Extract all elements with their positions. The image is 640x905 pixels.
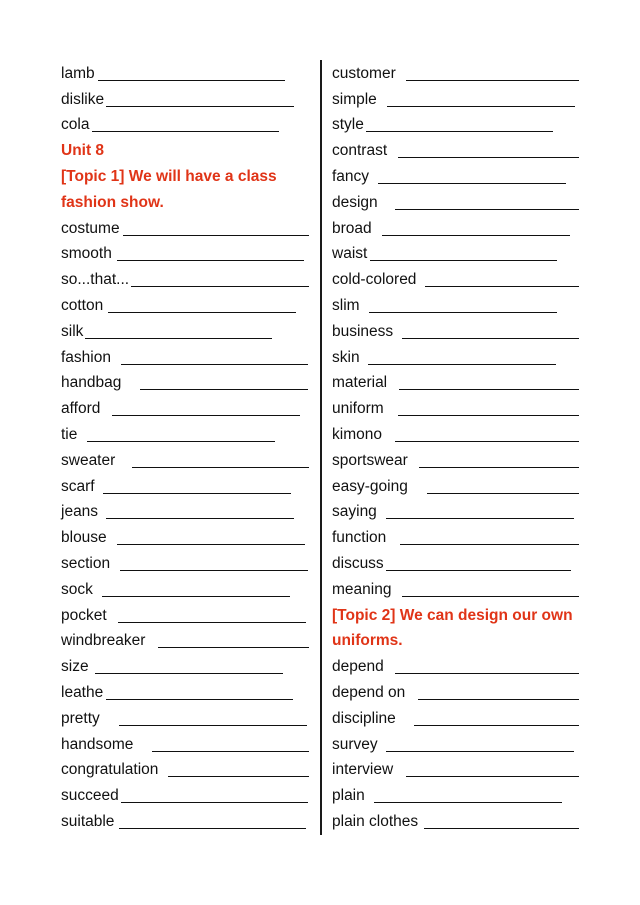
column-divider: [320, 60, 322, 835]
vocab-word: simple: [332, 90, 377, 108]
vocab-word: skin: [332, 348, 360, 366]
answer-blank[interactable]: [117, 544, 305, 545]
answer-blank[interactable]: [119, 828, 306, 829]
vocab-word: handbag: [61, 374, 122, 392]
section-heading: [61, 164, 311, 190]
vocab-word: interview: [332, 761, 394, 779]
vocab-word: slim: [332, 296, 360, 314]
vocab-row: [332, 345, 582, 371]
vocab-word: discipline: [332, 709, 396, 727]
answer-blank[interactable]: [395, 673, 579, 674]
vocab-word: congratulation: [61, 761, 159, 779]
vocab-row: [332, 371, 582, 397]
answer-blank[interactable]: [395, 441, 579, 442]
vocab-row: [61, 783, 311, 809]
answer-blank[interactable]: [102, 596, 290, 597]
answer-blank[interactable]: [158, 647, 309, 648]
vocab-row: [61, 61, 311, 87]
vocab-word: jeans: [61, 503, 99, 521]
answer-blank[interactable]: [106, 106, 294, 107]
answer-blank[interactable]: [398, 157, 579, 158]
section-heading: [61, 190, 311, 216]
vocab-word: waist: [332, 245, 368, 263]
vocab-row: [61, 396, 311, 422]
vocab-row: [332, 551, 582, 577]
answer-blank[interactable]: [112, 415, 300, 416]
section-heading: [61, 138, 311, 164]
vocab-row: [61, 809, 311, 835]
vocab-word: broad: [332, 219, 372, 237]
answer-blank[interactable]: [398, 415, 579, 416]
vocab-row: [61, 448, 311, 474]
answer-blank[interactable]: [370, 260, 557, 261]
vocab-row: [332, 809, 582, 835]
answer-blank[interactable]: [106, 518, 294, 519]
vocab-word: scarf: [61, 477, 95, 495]
answer-blank[interactable]: [132, 467, 309, 468]
vocab-row: [61, 500, 311, 526]
vocab-row: [332, 474, 582, 500]
vocab-word: function: [332, 529, 387, 547]
vocab-word: dislike: [61, 90, 105, 108]
vocab-word: fashion: [61, 348, 111, 366]
vocab-word: saying: [332, 503, 377, 521]
answer-blank[interactable]: [386, 751, 574, 752]
vocab-row: [332, 396, 582, 422]
answer-blank[interactable]: [382, 235, 570, 236]
vocab-word: depend: [332, 658, 384, 676]
vocab-word: section: [61, 554, 111, 572]
vocab-word: leathe: [61, 683, 104, 701]
answer-blank[interactable]: [87, 441, 275, 442]
left-column: [61, 61, 311, 835]
vocab-row: [332, 525, 582, 551]
answer-blank[interactable]: [131, 286, 309, 287]
answer-blank[interactable]: [119, 725, 307, 726]
vocab-row: [61, 551, 311, 577]
vocab-word: discuss: [332, 554, 384, 572]
vocab-word: cotton: [61, 296, 104, 314]
answer-blank[interactable]: [406, 776, 579, 777]
answer-blank[interactable]: [387, 106, 575, 107]
vocab-row: [61, 87, 311, 113]
vocab-word: so...that...: [61, 271, 130, 289]
vocab-row: [332, 732, 582, 758]
vocab-row: [332, 783, 582, 809]
vocab-word: tie: [61, 425, 78, 443]
answer-blank[interactable]: [399, 389, 579, 390]
vocab-word: plain clothes: [332, 812, 419, 830]
vocab-row: [332, 758, 582, 784]
vocab-row: [332, 138, 582, 164]
heading-text: fashion show.: [61, 193, 164, 211]
right-column: [332, 61, 582, 835]
vocab-word: plain: [332, 787, 365, 805]
vocab-word: contrast: [332, 142, 388, 160]
vocab-word: sweater: [61, 451, 116, 469]
section-heading: [332, 603, 582, 629]
answer-blank[interactable]: [85, 338, 272, 339]
answer-blank[interactable]: [424, 828, 579, 829]
answer-blank[interactable]: [386, 570, 571, 571]
answer-blank[interactable]: [140, 389, 308, 390]
vocab-row: [332, 706, 582, 732]
vocab-row: [61, 732, 311, 758]
answer-blank[interactable]: [168, 776, 309, 777]
answer-blank[interactable]: [386, 518, 574, 519]
answer-blank[interactable]: [152, 751, 309, 752]
vocab-word: material: [332, 374, 388, 392]
vocab-row: [332, 654, 582, 680]
answer-blank[interactable]: [120, 570, 308, 571]
vocab-row: [61, 319, 311, 345]
answer-blank[interactable]: [98, 80, 285, 81]
vocab-row: [332, 242, 582, 268]
vocab-word: customer: [332, 64, 396, 82]
vocab-word: sportswear: [332, 451, 408, 469]
answer-blank[interactable]: [92, 131, 279, 132]
vocab-word: silk: [61, 322, 84, 340]
vocab-row: [332, 319, 582, 345]
vocab-row: [332, 680, 582, 706]
answer-blank[interactable]: [400, 544, 579, 545]
vocab-word: costume: [61, 219, 120, 237]
answer-blank[interactable]: [419, 467, 579, 468]
vocab-word: uniform: [332, 400, 384, 418]
vocab-row: [61, 345, 311, 371]
answer-blank[interactable]: [121, 364, 308, 365]
answer-blank[interactable]: [95, 673, 283, 674]
vocab-row: [332, 293, 582, 319]
vocab-word: smooth: [61, 245, 112, 263]
vocab-word: kimono: [332, 425, 382, 443]
vocab-row: [61, 577, 311, 603]
vocab-word: survey: [332, 735, 378, 753]
answer-blank[interactable]: [425, 286, 579, 287]
vocab-row: [61, 113, 311, 139]
answer-blank[interactable]: [369, 312, 557, 313]
vocab-word: pocket: [61, 606, 107, 624]
heading-text: [Topic 1] We will have a class: [61, 167, 277, 185]
answer-blank[interactable]: [378, 183, 566, 184]
answer-blank[interactable]: [418, 699, 579, 700]
vocab-word: handsome: [61, 735, 134, 753]
answer-blank[interactable]: [414, 725, 579, 726]
vocab-word: sock: [61, 580, 93, 598]
vocab-row: [332, 577, 582, 603]
vocab-row: [332, 448, 582, 474]
vocab-word: fancy: [332, 167, 370, 185]
answer-blank[interactable]: [121, 802, 308, 803]
answer-blank[interactable]: [123, 235, 309, 236]
vocab-word: size: [61, 658, 89, 676]
vocab-row: [61, 680, 311, 706]
answer-blank[interactable]: [427, 493, 579, 494]
answer-blank[interactable]: [366, 131, 553, 132]
vocab-row: [61, 758, 311, 784]
answer-blank[interactable]: [108, 312, 296, 313]
vocab-row: [61, 603, 311, 629]
vocab-word: depend on: [332, 683, 406, 701]
vocab-word: succeed: [61, 787, 119, 805]
vocab-word: lamb: [61, 64, 95, 82]
vocab-row: [61, 293, 311, 319]
vocab-row: [332, 164, 582, 190]
answer-blank[interactable]: [117, 260, 304, 261]
vocab-word: blouse: [61, 529, 107, 547]
vocab-word: windbreaker: [61, 632, 146, 650]
vocab-row: [332, 87, 582, 113]
vocab-word: design: [332, 193, 378, 211]
answer-blank[interactable]: [106, 699, 293, 700]
heading-text: [Topic 2] We can design our own: [332, 606, 573, 624]
vocab-row: [61, 216, 311, 242]
vocab-word: meaning: [332, 580, 392, 598]
vocab-row: [61, 525, 311, 551]
vocab-row: [332, 500, 582, 526]
vocab-row: [61, 706, 311, 732]
vocab-row: [61, 371, 311, 397]
vocab-word: afford: [61, 400, 101, 418]
vocab-word: easy-going: [332, 477, 408, 495]
answer-blank[interactable]: [118, 622, 306, 623]
vocab-word: cold-colored: [332, 271, 417, 289]
vocab-row: [332, 216, 582, 242]
vocab-row: [61, 267, 311, 293]
vocab-row: [61, 629, 311, 655]
vocab-row: [332, 61, 582, 87]
answer-blank[interactable]: [374, 802, 562, 803]
heading-text: uniforms.: [332, 632, 403, 650]
vocab-row: [332, 267, 582, 293]
vocab-word: cola: [61, 116, 90, 134]
vocab-word: pretty: [61, 709, 100, 727]
vocab-row: [332, 422, 582, 448]
answer-blank[interactable]: [395, 209, 579, 210]
answer-blank[interactable]: [406, 80, 579, 81]
answer-blank[interactable]: [368, 364, 556, 365]
vocab-word: style: [332, 116, 364, 134]
vocab-row: [61, 654, 311, 680]
vocab-row: [332, 190, 582, 216]
answer-blank[interactable]: [103, 493, 291, 494]
vocab-row: [61, 422, 311, 448]
vocab-row: [332, 113, 582, 139]
vocab-row: [61, 242, 311, 268]
section-heading: [332, 629, 582, 655]
vocab-word: suitable: [61, 812, 115, 830]
vocab-word: business: [332, 322, 394, 340]
vocab-row: [61, 474, 311, 500]
answer-blank[interactable]: [402, 596, 579, 597]
answer-blank[interactable]: [402, 338, 579, 339]
heading-text: Unit 8: [61, 142, 105, 160]
